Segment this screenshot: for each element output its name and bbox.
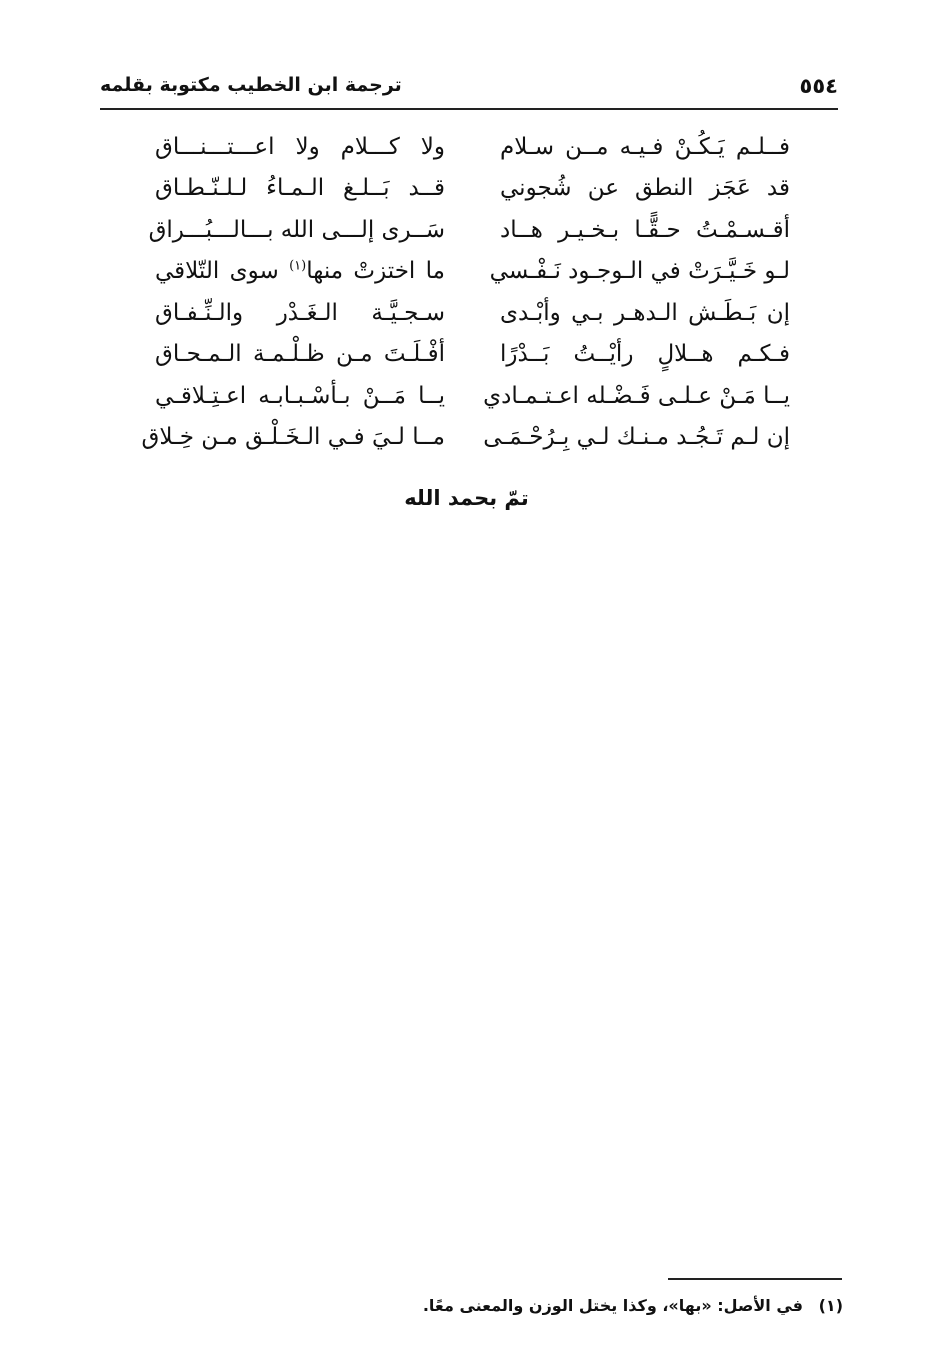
verse-first-hemistich: قد عَجَز النطق عن شُجوني — [500, 175, 790, 202]
footnote-number: (١) — [818, 1296, 843, 1315]
verse — [155, 168, 790, 210]
page-number: ٥٥٤ — [799, 74, 838, 98]
verse-first-hemistich: لـو خَـيَّـرَتْ في الـوجـود نَـفْـسي — [489, 258, 790, 285]
verse-second-hemistich: سـجـيَّـة الـغَـدْر والـنِّـفـاق — [155, 299, 445, 326]
verse — [155, 334, 790, 376]
footnote-text: في الأصل: «بها»، وكذا يختل الوزن والمعنى معًا. — [422, 1296, 804, 1315]
verse-second-hemistich: قــد بَــلـغ الـمـاءُ لـلـنّـطـاق — [155, 175, 445, 202]
running-title: ترجمة ابن الخطيب مكتوبة بقلمه — [100, 74, 402, 96]
footnote — [423, 1296, 843, 1315]
verse — [155, 292, 790, 334]
verse-second-hemistich: مــا لـيَ فـي الـخَـلْـق مـن خِـلاق — [141, 424, 445, 451]
verse-first-hemistich: إن بَـطَـش الـدهـر بـي وأبْـدى — [500, 299, 790, 326]
hemistich-part: ما اختزتْ منها — [306, 258, 445, 285]
header-divider — [100, 108, 838, 110]
verse-second-hemistich: يــا مَــنْ بـأسْـبـابـه اعـتِـلاقـي — [155, 382, 445, 409]
verse — [141, 417, 790, 459]
verse-second-hemistich: سَــرى إلـــى الله بـــالـــبُـــراق — [148, 216, 445, 243]
verse — [155, 251, 790, 293]
verse — [155, 375, 790, 417]
verse-second-hemistich: ولا كـــلام ولا اعـــتـــنـــاق — [155, 133, 445, 160]
closing-phrase: تمّ بحمد الله — [404, 486, 529, 510]
verse — [155, 126, 790, 168]
verse — [148, 209, 790, 251]
verse-first-hemistich: إن لـم تَـجُـد مـنـك لـي بِـرُحْـمَـى — [483, 424, 790, 451]
verse-first-hemistich: فـكـم هــلالٍ رأيْــتُ بَــدْرًا — [500, 341, 790, 368]
verse-second-hemistich — [155, 258, 445, 284]
footnote-divider — [668, 1278, 842, 1280]
verse-first-hemistich: فــلـم يَـكُـنْ فـيـه مــن سـلام — [500, 133, 790, 160]
footnote-reference: (١) — [289, 258, 307, 274]
verse-first-hemistich: أقـسـمْـتُ حـقًّـا بـخـيـر هــاد — [500, 216, 790, 243]
poem — [141, 126, 790, 458]
verse-first-hemistich: يــا مَـنْ عـلـى فَـضْـله اعـتـمـادي — [483, 382, 790, 409]
page-header — [100, 64, 838, 108]
hemistich-part: سوى التّلاقي — [155, 258, 290, 285]
verse-second-hemistich: أفْـلَـتَ مـن ظـلْـمـة الـمـحـاق — [155, 341, 445, 368]
